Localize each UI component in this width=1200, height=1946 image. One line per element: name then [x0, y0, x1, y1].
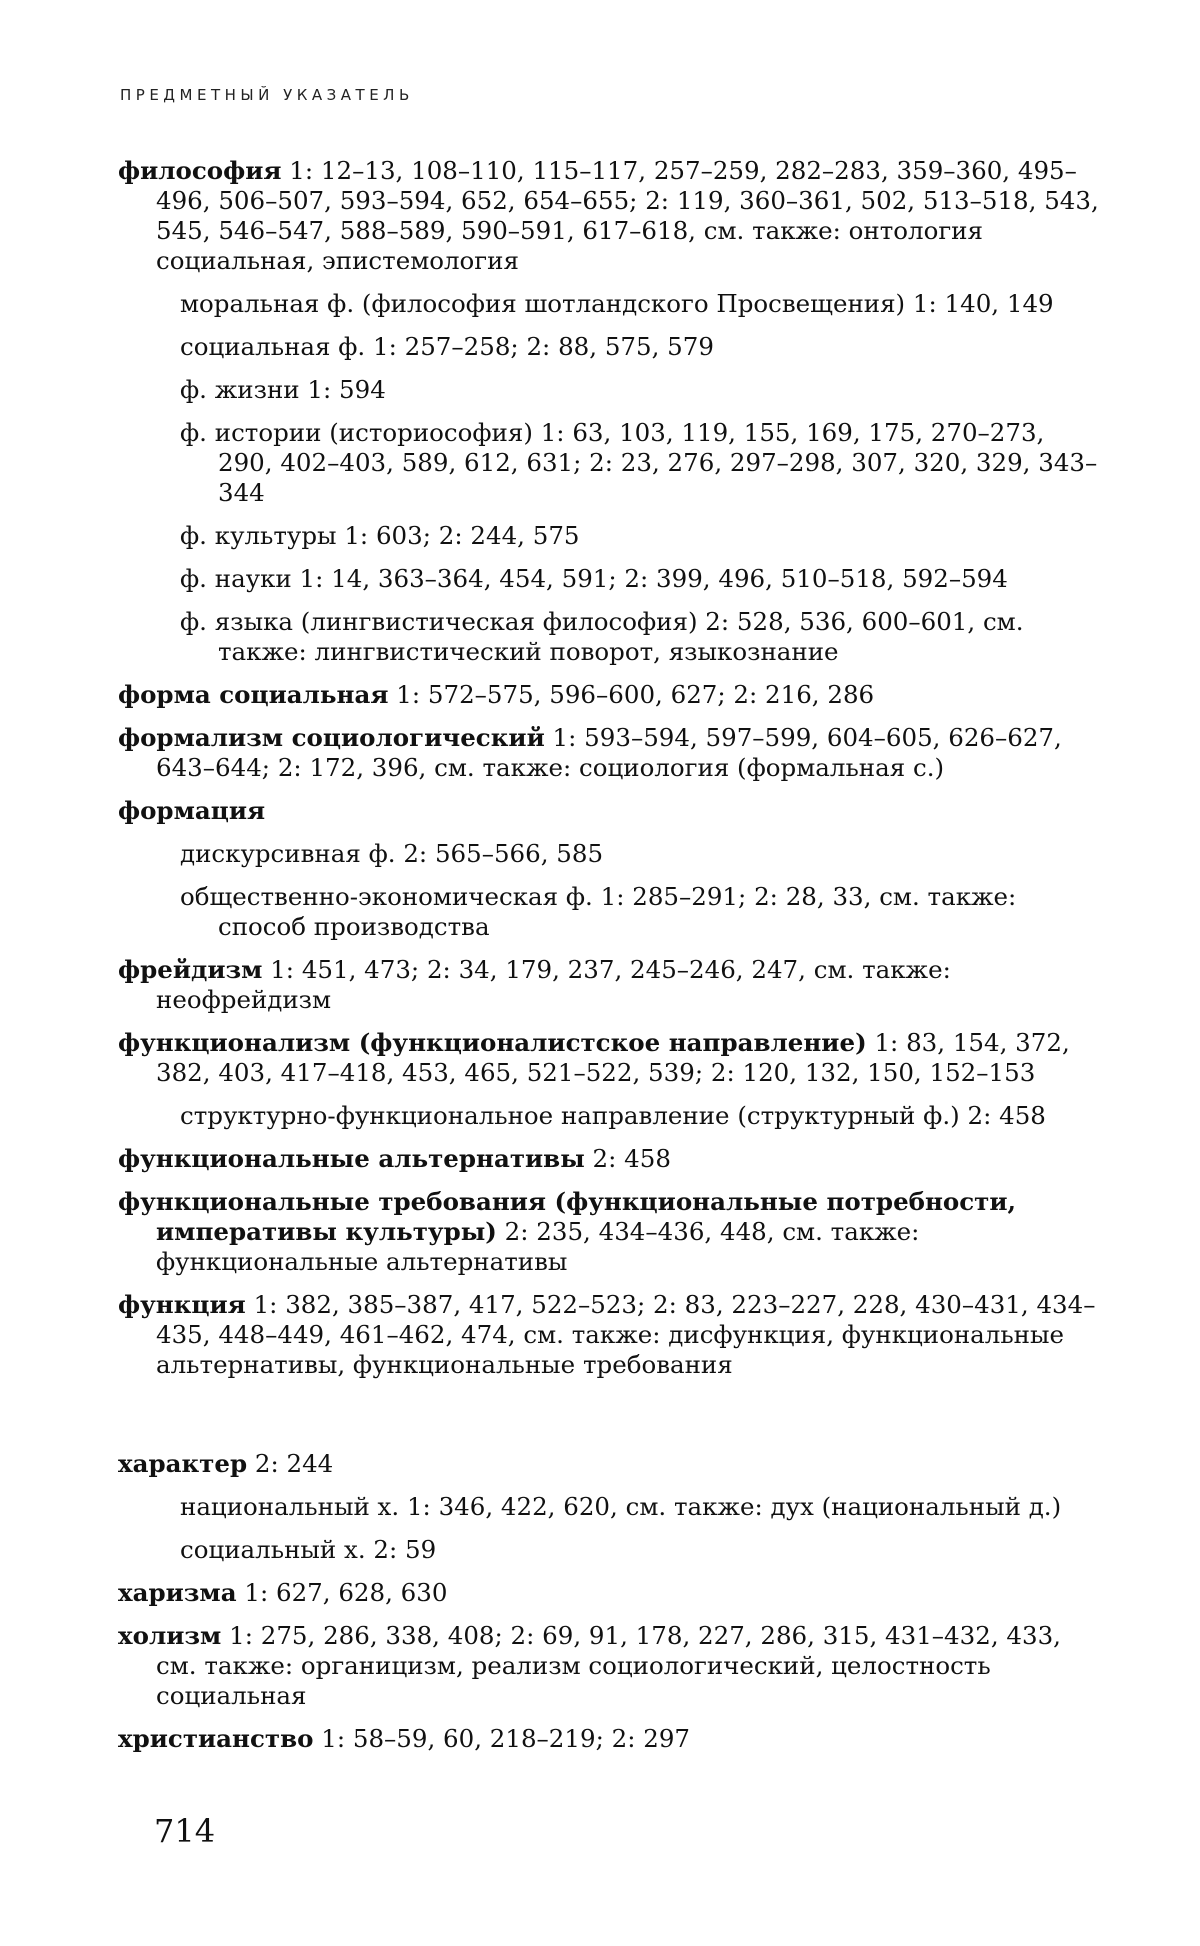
index-entry: [118, 680, 1103, 710]
index-entry: [118, 1187, 1103, 1277]
index-refs: 2: 235, 434–436, 448, см. также: функциональные альтернативы: [156, 1217, 920, 1276]
index-entry: [118, 723, 1103, 783]
index-term: холизм: [118, 1621, 222, 1650]
index-term: христианство: [118, 1724, 314, 1753]
index-refs: 1: 12–13, 108–110, 115–117, 257–259, 282–283, 359–360, 495–496, 506–507, 593–594, 652, 654–655; 2: 119, 360–361, 502, 513–518, 543, 545, 546–547, 588–589, 590–591, 617–618, см. также: онтология социальная, эпистемология: [156, 156, 1099, 275]
index-term: функциональные требования (функциональные потребности, императивы культуры): [118, 1187, 1017, 1246]
index-term: форма социальная: [118, 680, 389, 709]
index-term: фрейдизм: [118, 955, 263, 984]
index-subentry: структурно-функциональное направление (структурный ф.) 2: 458: [180, 1101, 1046, 1130]
index-subentry: ф. жизни 1: 594: [180, 375, 386, 404]
index-subentry: социальная ф. 1: 257–258; 2: 88, 575, 579: [180, 332, 714, 361]
index-entry: [118, 1449, 1103, 1479]
index-refs: 1: 382, 385–387, 417, 522–523; 2: 83, 223–227, 228, 430–431, 434–435, 448–449, 461–462, 474, см. также: дисфункция, функциональные альтернативы, функциональные требования: [156, 1290, 1096, 1379]
index-subentry: национальный х. 1: 346, 422, 620, см. также: дух (национальный д.): [180, 1492, 1062, 1521]
index-refs: 1: 451, 473; 2: 34, 179, 237, 245–246, 247, см. также: неофрейдизм: [156, 955, 951, 1014]
index-subentry: ф. языка (лингвистическая философия) 2: 528, 536, 600–601, см. также: лингвистический поворот, языкознание: [180, 607, 1024, 666]
index-entry: [118, 1144, 1103, 1174]
index-subentry: дискурсивная ф. 2: 565–566, 585: [180, 839, 604, 868]
index-refs: 1: 58–59, 60, 218–219; 2: 297: [313, 1724, 691, 1753]
index-refs: 2: 458: [584, 1144, 671, 1173]
index-entry: [118, 1578, 1103, 1608]
index-refs: 1: 83, 154, 372, 382, 403, 417–418, 453, 465, 521–522, 539; 2: 120, 132, 150, 152–153: [156, 1028, 1070, 1087]
index-term: харизма: [118, 1578, 237, 1607]
page-number: 714: [154, 1812, 216, 1850]
index-subentry: ф. науки 1: 14, 363–364, 454, 591; 2: 399, 496, 510–518, 592–594: [180, 564, 1008, 593]
index-subentry: ф. истории (историософия) 1: 63, 103, 119, 155, 169, 175, 270–273, 290, 402–403, 589, 612, 631; 2: 23, 276, 297–298, 307, 320, 329, 343–344: [180, 418, 1098, 507]
index-refs: 2: 244: [247, 1449, 334, 1478]
index-subentry: социальный х. 2: 59: [180, 1535, 437, 1564]
index-term: функциональные альтернативы: [118, 1144, 585, 1173]
index-refs: 1: 627, 628, 630: [236, 1578, 448, 1607]
index-entry: [118, 156, 1103, 276]
index-term: характер: [118, 1449, 248, 1478]
index-entry: [118, 1028, 1103, 1088]
index-subentry: моральная ф. (философия шотландского Просвещения) 1: 140, 149: [180, 289, 1054, 318]
section-gap: [118, 1393, 1103, 1449]
index-term: функционализм (функционалистское направление): [118, 1028, 867, 1057]
index-entry: [118, 1621, 1103, 1711]
index-entry: [118, 1290, 1103, 1380]
index-subentry: общественно-экономическая ф. 1: 285–291; 2: 28, 33, см. также: способ производства: [180, 882, 1017, 941]
index-term: формация: [118, 796, 266, 825]
index-refs: 1: 593–594, 597–599, 604–605, 626–627, 643–644; 2: 172, 396, см. также: социология (формальная с.): [156, 723, 1062, 782]
index-subentry: ф. культуры 1: 603; 2: 244, 575: [180, 521, 580, 550]
index-body: [118, 156, 1103, 1767]
index-entry: [118, 1724, 1103, 1754]
index-term: формализм социологический: [118, 723, 545, 752]
index-entry: [118, 955, 1103, 1015]
running-header: ПРЕДМЕТНЫЙ УКАЗАТЕЛЬ: [120, 86, 414, 104]
index-term: функция: [118, 1290, 246, 1319]
index-entry: [118, 796, 1103, 826]
index-refs: 1: 572–575, 596–600, 627; 2: 216, 286: [388, 680, 875, 709]
index-term: философия: [118, 156, 282, 185]
index-refs: 1: 275, 286, 338, 408; 2: 69, 91, 178, 227, 286, 315, 431–432, 433, см. также: органицизм, реализм социологический, целостность социальная: [156, 1621, 1061, 1710]
